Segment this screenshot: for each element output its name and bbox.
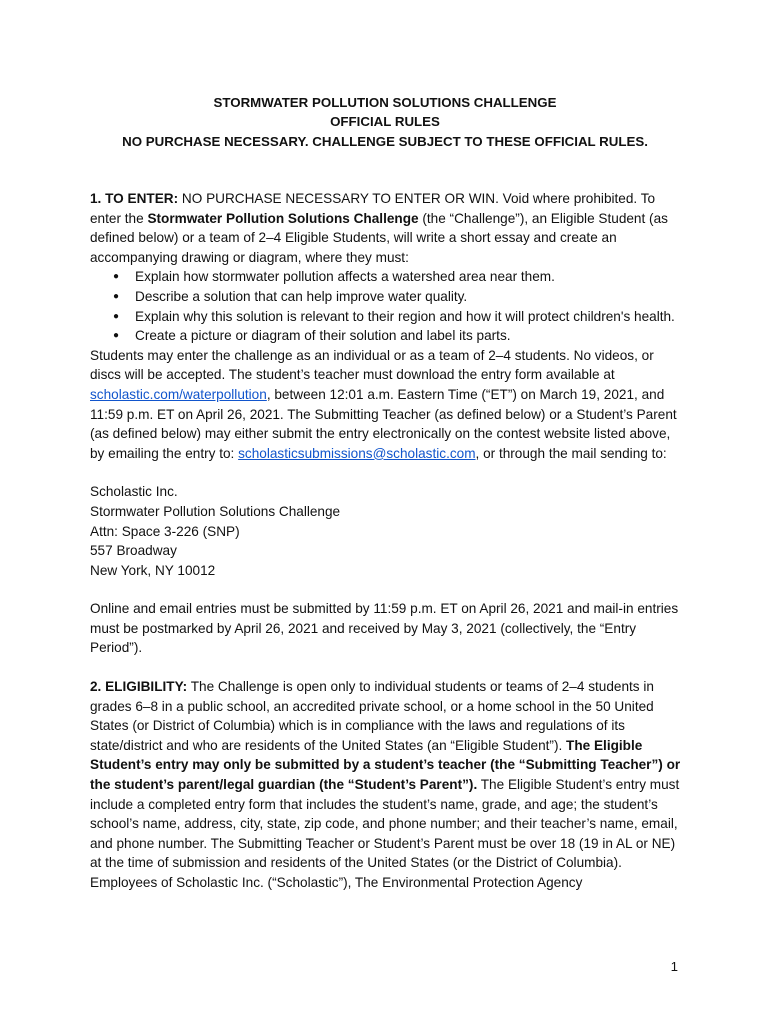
header-subtitle: OFFICIAL RULES [330,114,440,130]
section-text: NO PURCHASE NECESSARY TO ENTER OR WIN. Void where prohibited. To enter the [90,191,656,226]
address-line: 557 Broadway [90,543,177,559]
bullet-icon: ● [113,290,120,302]
section-text: (the “Challenge”), an Eligible Student (as defined below) or a team of 2–4 Eligible Students, will write a short essay and create an accompanying drawing or diagram, where they must: [90,210,668,265]
section-eligibility [90,677,686,893]
submission-email-link[interactable]: scholasticsubmissions@scholastic.com [238,445,476,461]
section-text: The Eligible Student’s entry must include a completed entry form that includes the student’s name, grade, and age; the student’s school’s name, address, city, state, zip code, and phone number; and their teacher’s name, email, and phone number. The Submitting Teacher or Student’s Parent must be over 18 (19 in AL or NE) at the time of submission and residents of the United States (or the District of Columbia). Employees of Scholastic Inc. (“Scholastic”), The Environmental Protection Agency [90,777,680,890]
section-text: The Challenge is open only to individual students or teams of 2–4 students in grades 6–8 in a public school, an accredited private school, or a home school in the 50 United States (or District of Columbia) which is in compliance with the laws and regulations of its state/district and who are residents of the United States (an “Eligible Student”). [90,679,654,753]
challenge-name: Stormwater Pollution Solutions Challenge [147,210,419,226]
entry-instructions-paragraph [90,346,686,464]
mailing-address [90,482,686,580]
bullet-icon: ● [113,310,120,322]
eligibility-bold-text: The Eligible Student’s entry may only be submitted by a student’s teacher (the “Submitting Teacher”) or the student’s parent/legal guardian (the “Student’s Parent”). [90,737,681,793]
header-title: STORMWATER POLLUTION SOLUTIONS CHALLENGE [213,95,557,110]
paragraph-text: , between 12:01 a.m. Eastern Time (“ET”) on March 19, 2021, and 11:59 p.m. ET on April 26, 2021. The Submitting Teacher (as defined below) or a Student’s Parent (as defined below) may either submit the entry electronically on the contest website listed above, by emailing the entry to: [90,386,677,461]
rules-header [0,93,770,151]
address-line: Stormwater Pollution Solutions Challenge [90,503,341,519]
list-item-text: Explain why this solution is relevant to their region and how it will protect children's health. [135,308,675,324]
entry-period-paragraph: Online and email entries must be submitted by 11:59 p.m. ET on April 26, 2021 and mail-in entries must be postmarked by April 26, 2021 and received by May 3, 2021 (collectively, the “Entry Period”). [90,601,679,656]
section-heading: 2. ELIGIBILITY: [90,679,188,695]
list-item [113,326,686,346]
section-to-enter [90,189,686,267]
list-item [113,287,686,307]
address-line: Attn: Space 3-226 (SNP) [90,523,240,539]
list-item-text: Describe a solution that can help improve water quality. [135,288,468,304]
list-item-text: Explain how stormwater pollution affects a watershed area near them. [135,269,555,285]
page-number: 1 [670,959,678,974]
paragraph-text: , or through the mail sending to: [475,445,667,461]
address-line: Scholastic Inc. [90,484,178,500]
bullet-icon: ● [113,271,120,283]
bullet-icon: ● [113,330,120,342]
address-line: New York, NY 10012 [90,562,216,578]
section-heading: 1. TO ENTER: [90,191,179,206]
header-notice: NO PURCHASE NECESSARY. CHALLENGE SUBJECT TO THESE OFFICIAL RULES. [122,133,648,149]
list-item-text: Create a picture or diagram of their solution and label its parts. [135,328,511,344]
paragraph-text: Students may enter the challenge as an individual or as a team of 2–4 students. No videos, or discs will be accepted. The student’s teacher must download the entry form available at [90,347,654,383]
list-item [113,307,686,327]
contest-website-link[interactable]: scholastic.com/waterpollution [90,386,267,402]
document-body [90,189,686,893]
requirements-list [90,267,686,345]
list-item [113,267,686,287]
